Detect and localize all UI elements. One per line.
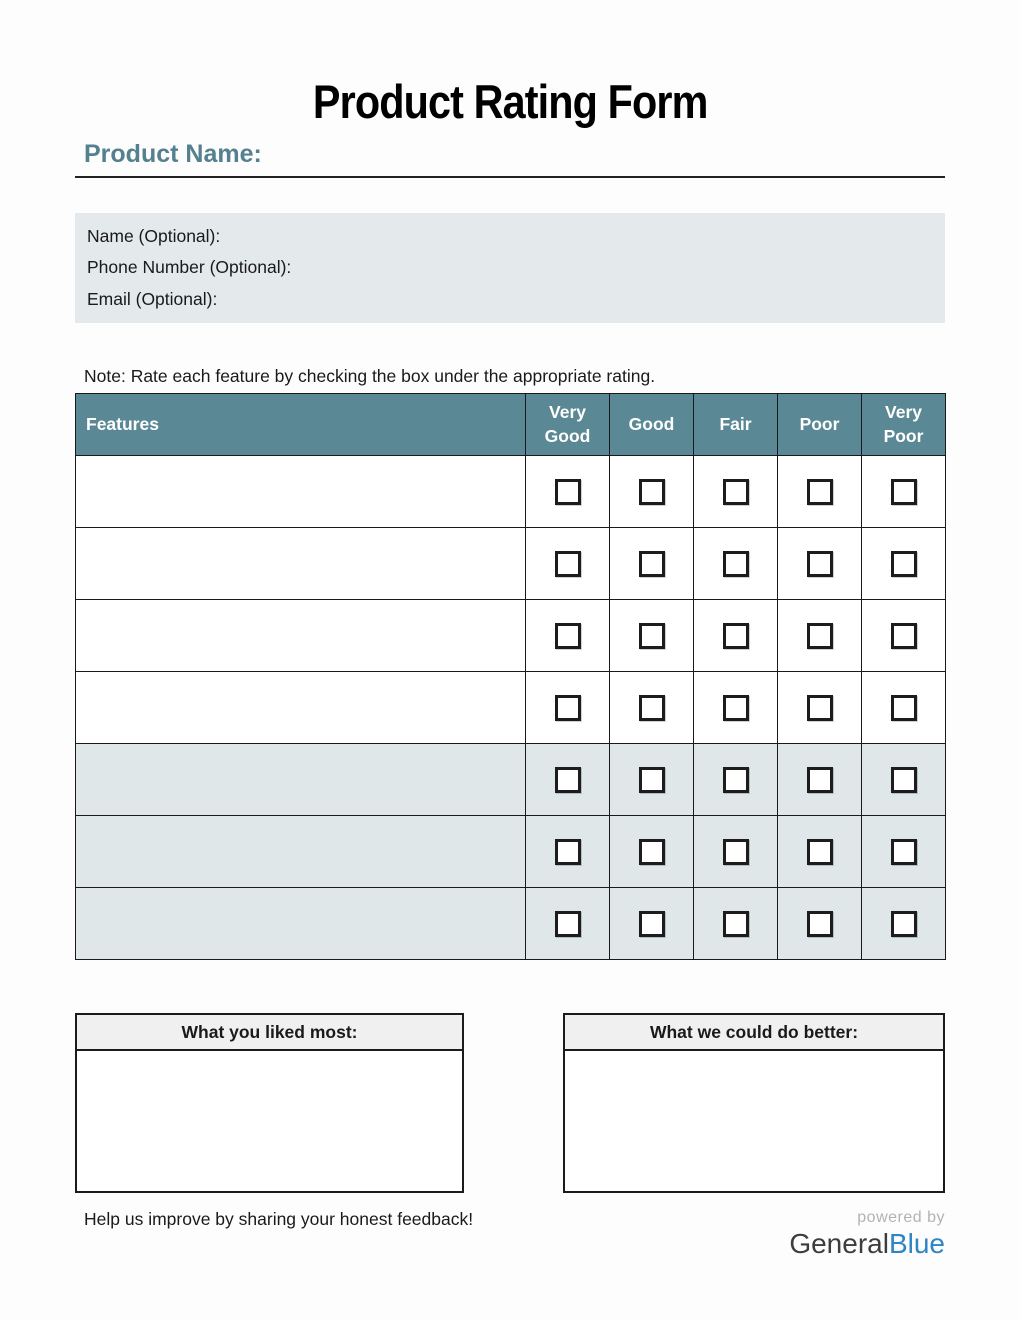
rating-cell <box>862 528 946 600</box>
rating-checkbox[interactable] <box>555 551 581 577</box>
rating-cell <box>778 744 862 816</box>
rating-checkbox[interactable] <box>807 695 833 721</box>
rating-checkbox[interactable] <box>555 839 581 865</box>
brand-name-general: General <box>789 1227 889 1259</box>
rating-checkbox[interactable] <box>807 623 833 649</box>
rating-cell <box>778 888 862 960</box>
rating-checkbox[interactable] <box>807 767 833 793</box>
rating-cell <box>694 456 778 528</box>
rating-cell <box>862 456 946 528</box>
phone-field-label[interactable]: Phone Number (Optional): <box>87 257 292 278</box>
rating-cell <box>694 816 778 888</box>
rating-cell <box>610 816 694 888</box>
rating-checkbox[interactable] <box>639 695 665 721</box>
rating-checkbox[interactable] <box>891 839 917 865</box>
rating-checkbox[interactable] <box>723 911 749 937</box>
rating-checkbox[interactable] <box>639 911 665 937</box>
rating-checkbox[interactable] <box>891 911 917 937</box>
feature-name-cell[interactable] <box>76 744 526 816</box>
general-blue-logo <box>789 1209 945 1259</box>
rating-checkbox[interactable] <box>639 623 665 649</box>
rating-cell <box>862 672 946 744</box>
rating-cell <box>694 672 778 744</box>
rating-checkbox[interactable] <box>723 551 749 577</box>
rating-cell <box>694 600 778 672</box>
feature-name-cell[interactable] <box>76 672 526 744</box>
rating-checkbox[interactable] <box>891 551 917 577</box>
table-row <box>76 672 946 744</box>
rating-checkbox[interactable] <box>723 839 749 865</box>
rating-cell <box>778 600 862 672</box>
feature-name-cell[interactable] <box>76 528 526 600</box>
rating-cell <box>862 600 946 672</box>
page-title-text: Product Rating Form <box>312 75 708 128</box>
rating-checkbox[interactable] <box>639 767 665 793</box>
rating-checkbox[interactable] <box>639 551 665 577</box>
rating-checkbox[interactable] <box>555 911 581 937</box>
rating-cell <box>526 744 610 816</box>
rating-header-good: Good <box>610 394 694 456</box>
table-row <box>76 528 946 600</box>
feature-name-cell[interactable] <box>76 888 526 960</box>
rating-checkbox[interactable] <box>807 911 833 937</box>
rating-checkbox[interactable] <box>555 767 581 793</box>
table-row <box>76 816 946 888</box>
rating-cell <box>778 528 862 600</box>
rating-table-header <box>76 394 946 456</box>
rating-cell <box>862 816 946 888</box>
rating-cell <box>778 456 862 528</box>
page-title <box>0 74 1020 129</box>
rating-checkbox[interactable] <box>723 695 749 721</box>
rating-table-body <box>76 456 946 960</box>
rating-cell <box>610 600 694 672</box>
rating-cell <box>694 528 778 600</box>
rating-cell <box>526 528 610 600</box>
rating-cell <box>610 744 694 816</box>
rating-checkbox[interactable] <box>807 839 833 865</box>
rating-checkbox[interactable] <box>639 839 665 865</box>
rating-checkbox[interactable] <box>891 767 917 793</box>
email-field-label[interactable]: Email (Optional): <box>87 288 218 309</box>
product-name-underline[interactable] <box>75 176 945 178</box>
feature-name-cell[interactable] <box>76 456 526 528</box>
table-row <box>76 744 946 816</box>
rating-cell <box>862 888 946 960</box>
rating-checkbox[interactable] <box>723 767 749 793</box>
rating-checkbox[interactable] <box>555 479 581 505</box>
rating-cell <box>778 816 862 888</box>
do-better-input-area[interactable] <box>565 1051 943 1191</box>
rating-cell <box>610 672 694 744</box>
rating-checkbox[interactable] <box>807 551 833 577</box>
feature-name-cell[interactable] <box>76 816 526 888</box>
powered-by-label: powered by <box>857 1209 945 1226</box>
rating-checkbox[interactable] <box>555 695 581 721</box>
brand-name <box>789 1229 945 1260</box>
rating-header-very-poor: Very Poor <box>862 394 946 456</box>
rating-cell <box>526 600 610 672</box>
rating-header-poor: Poor <box>778 394 862 456</box>
rating-cell <box>526 888 610 960</box>
do-better-title: What we could do better: <box>565 1015 943 1051</box>
rating-cell <box>610 888 694 960</box>
do-better-box <box>563 1013 945 1193</box>
features-column-header: Features <box>76 394 526 456</box>
rating-cell <box>526 456 610 528</box>
rating-checkbox[interactable] <box>891 695 917 721</box>
rating-header-very-good: Very Good <box>526 394 610 456</box>
contact-info-box <box>75 213 945 323</box>
feedback-footer-text: Help us improve by sharing your honest feedback! <box>84 1209 474 1229</box>
rating-cell <box>694 744 778 816</box>
rating-cell <box>526 672 610 744</box>
rating-checkbox[interactable] <box>723 623 749 649</box>
table-row <box>76 456 946 528</box>
rating-cell <box>778 672 862 744</box>
table-row <box>76 888 946 960</box>
brand-name-blue: Blue <box>888 1227 945 1259</box>
rating-cell <box>610 528 694 600</box>
rating-checkbox[interactable] <box>807 479 833 505</box>
rating-instructions: Note: Rate each feature by checking the box under the appropriate rating. <box>84 366 656 386</box>
rating-checkbox[interactable] <box>555 623 581 649</box>
table-row <box>76 600 946 672</box>
rating-table <box>75 393 946 960</box>
rating-checkbox[interactable] <box>723 479 749 505</box>
rating-cell <box>610 456 694 528</box>
rating-header-fair: Fair <box>694 394 778 456</box>
rating-checkbox[interactable] <box>891 479 917 505</box>
liked-most-input-area[interactable] <box>77 1051 462 1191</box>
feature-name-cell[interactable] <box>76 600 526 672</box>
rating-cell <box>694 888 778 960</box>
liked-most-title: What you liked most: <box>77 1015 462 1051</box>
name-field-label[interactable]: Name (Optional): <box>87 226 221 247</box>
liked-most-box <box>75 1013 464 1193</box>
rating-cell <box>862 744 946 816</box>
product-name-label: Product Name: <box>84 140 262 168</box>
rating-checkbox[interactable] <box>891 623 917 649</box>
rating-checkbox[interactable] <box>639 479 665 505</box>
rating-cell <box>526 816 610 888</box>
